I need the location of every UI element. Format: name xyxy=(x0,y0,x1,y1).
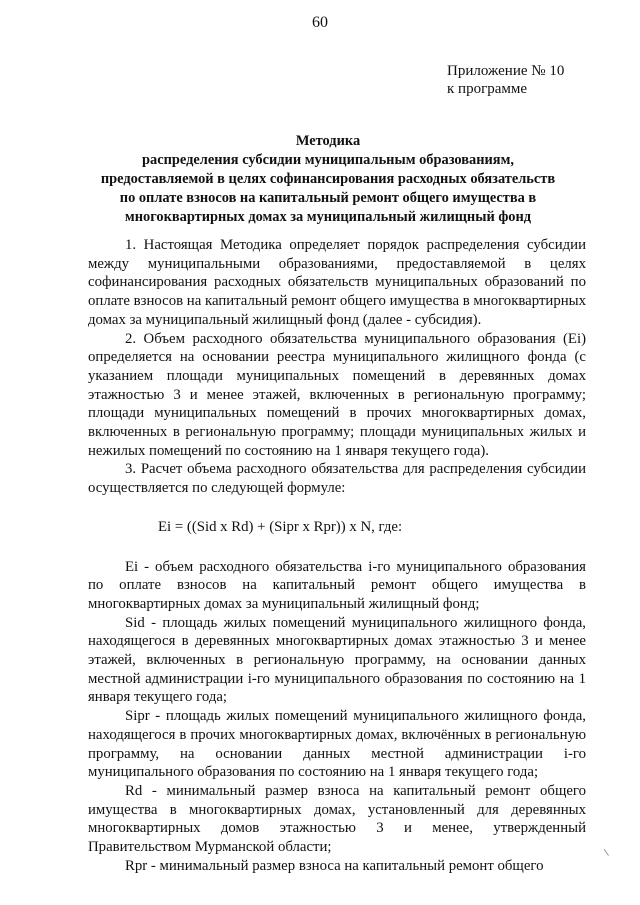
title-line-4: по оплате взносов на капитальный ремонт общего имущества в xyxy=(119,190,537,206)
paragraph-2: 2. Объем расходного обязательства муниципального образования (Ei) определяется на основании реестра муниципального жилищного фонда (с указанием площади муниципальных помещений в деревянных домах этажностью 3 и менее этажей, включенных в региональную программу; площади муниципальных помещений в прочих многоквартирных домах, включенных в региональную программу; площади муниципальных жилых и нежилых помещений по состоянию на 1 января текущего года). xyxy=(88,330,586,459)
title-line-2: распределения субсидии муниципальным образованиям, xyxy=(142,152,514,168)
scan-mark xyxy=(604,844,616,856)
definition-rd: Rd - минимальный размер взноса на капитальный ремонт общего имущества в многоквартирных домах, установленный для деревянных многоквартирных домов этажностью 3 и менее, утвержденный Правительством Мурманской области; xyxy=(88,782,586,856)
appendix-program: к программе xyxy=(447,81,528,97)
appendix-number: Приложение № 10 xyxy=(447,63,565,79)
document-body xyxy=(88,236,586,876)
title-line-3: предоставляемой в целях софинансирования расходных обязательств xyxy=(100,171,556,187)
definition-rpr: Rpr - минимальный размер взноса на капитальный ремонт общего xyxy=(125,857,544,874)
paragraph-3: 3. Расчет объема расходного обязательства для распределения субсидии осуществляется по следующей формуле: xyxy=(88,461,586,497)
page-number: 60 xyxy=(312,14,328,31)
appendix-label xyxy=(447,62,564,98)
paragraph-1: 1. Настоящая Методика определяет порядок распределения субсидии между муниципальными образованиями, предоставляемой в целях софинансирования расходных обязательств муниципальных образований по оплате взносов на капитальный ремонт общего имущества в многоквартирных домах за муниципальный жилищный фонд (далее - субсидия). xyxy=(88,237,586,328)
title-line-1: Методика xyxy=(295,133,361,149)
definition-ei: Ei - объем расходного обязательства i-го муниципального образования по оплате взносов на капитальный ремонт общего имущества в многоквартирных домах за муниципальный жилищный фонд; xyxy=(88,558,586,612)
title-line-5: многоквартирных домах за муниципальный жилищный фонд xyxy=(124,209,532,225)
definition-sipr: Sipr - площадь жилых помещений муниципального жилищного фонда, находящегося в прочих многоквартирных домах, включённых в региональную программу, на основании данных местной администрации i-го муниципального образования по состоянию на 1 января текущего года; xyxy=(88,708,586,781)
formula: Ei = ((Sid x Rd) + (Sipr x Rpr)) x N, где: xyxy=(158,518,403,535)
document-title xyxy=(70,132,586,227)
definition-sid: Sid - площадь жилых помещений муниципального жилищного фонда, находящегося в деревянных многоквартирных домах этажностью 3 и менее этажей, включенных в региональную программу, на основании данных местной администрации i-го муниципального образования по состоянию на 1 января текущего года; xyxy=(88,614,586,706)
